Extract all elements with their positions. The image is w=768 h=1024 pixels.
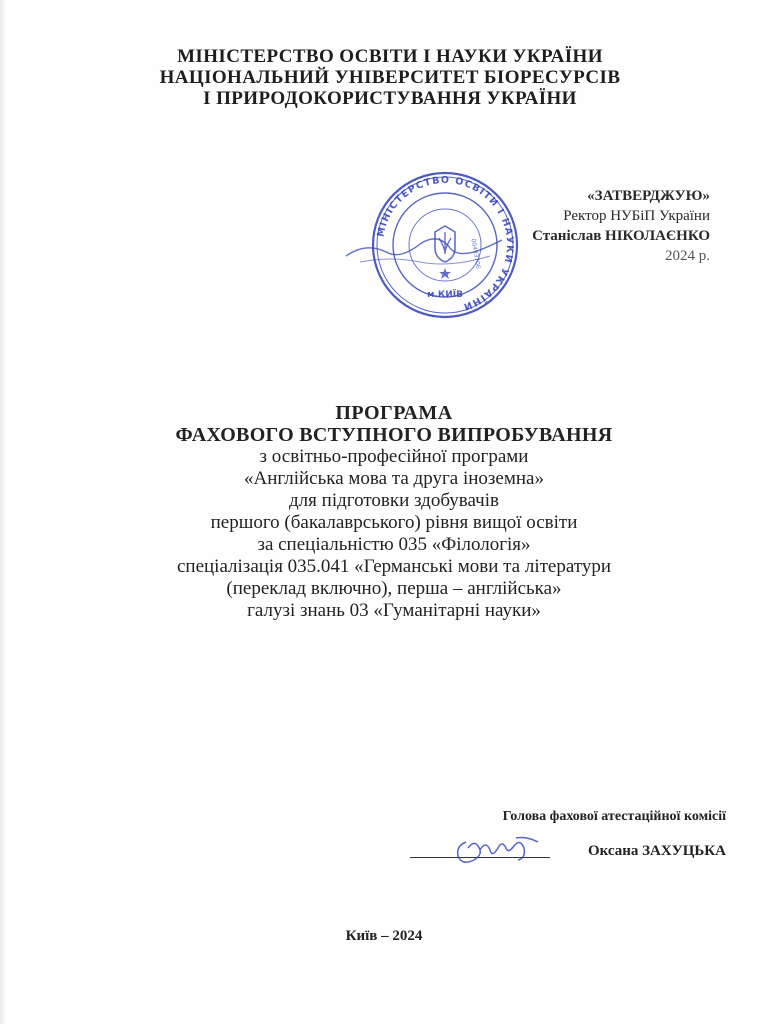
- commission-position: Голова фахової атестаційної комісії: [502, 809, 726, 824]
- seal-code: 00493706: [469, 238, 482, 270]
- seal-city: м.КИЇВ: [427, 290, 463, 300]
- document-line: за спеціальністю 035 «Філологія»: [257, 534, 531, 555]
- page-edge-shadow: [0, 0, 6, 1024]
- city-year: Київ – 2024: [345, 928, 423, 944]
- document-line: з освітньо-професійної програми: [259, 446, 529, 467]
- document-line: спеціалізація 035.041 «Германські мови та літератури: [176, 556, 612, 577]
- commission-name: Оксана ЗАХУЦЬКА: [587, 843, 726, 859]
- seal-ring-text: МІНІСТЕРСТВО ОСВІТИ І НАУКИ УКРАЇНИ: [375, 174, 516, 313]
- document-line: галузі знань 03 «Гуманітарні науки»: [247, 600, 541, 621]
- document-line: для підготовки здобувачів: [289, 490, 499, 511]
- header-line: І ПРИРОДОКОРИСТУВАННЯ УКРАЇНИ: [203, 88, 577, 109]
- document-line: «Англійська мова та друга іноземна»: [244, 468, 544, 489]
- document-line: першого (бакалаврського) рівня вищої освіти: [210, 512, 578, 533]
- approval-name: Станіслав НІКОЛАЄНКО: [532, 228, 710, 244]
- approval-title: «ЗАТВЕРДЖУЮ»: [587, 188, 710, 204]
- document-subtitle: ФАХОВОГО ВСТУПНОГО ВИПРОБУВАННЯ: [175, 424, 613, 446]
- document-title: ПРОГРАМА: [335, 402, 453, 424]
- ministry-header: [140, 46, 640, 109]
- header-line: МІНІСТЕРСТВО ОСВІТИ І НАУКИ УКРАЇНИ: [177, 46, 603, 67]
- document-title-block: [104, 402, 684, 622]
- commission-signature: [446, 828, 556, 870]
- approval-position: Ректор НУБіП України: [563, 208, 710, 224]
- header-line: НАЦІОНАЛЬНИЙ УНІВЕРСИТЕТ БІОРЕСУРСІВ: [159, 67, 621, 88]
- document-line: (переклад включно), перша – англійська»: [226, 578, 562, 599]
- rector-signature: [340, 226, 510, 276]
- approval-year: 2024 р.: [665, 248, 710, 264]
